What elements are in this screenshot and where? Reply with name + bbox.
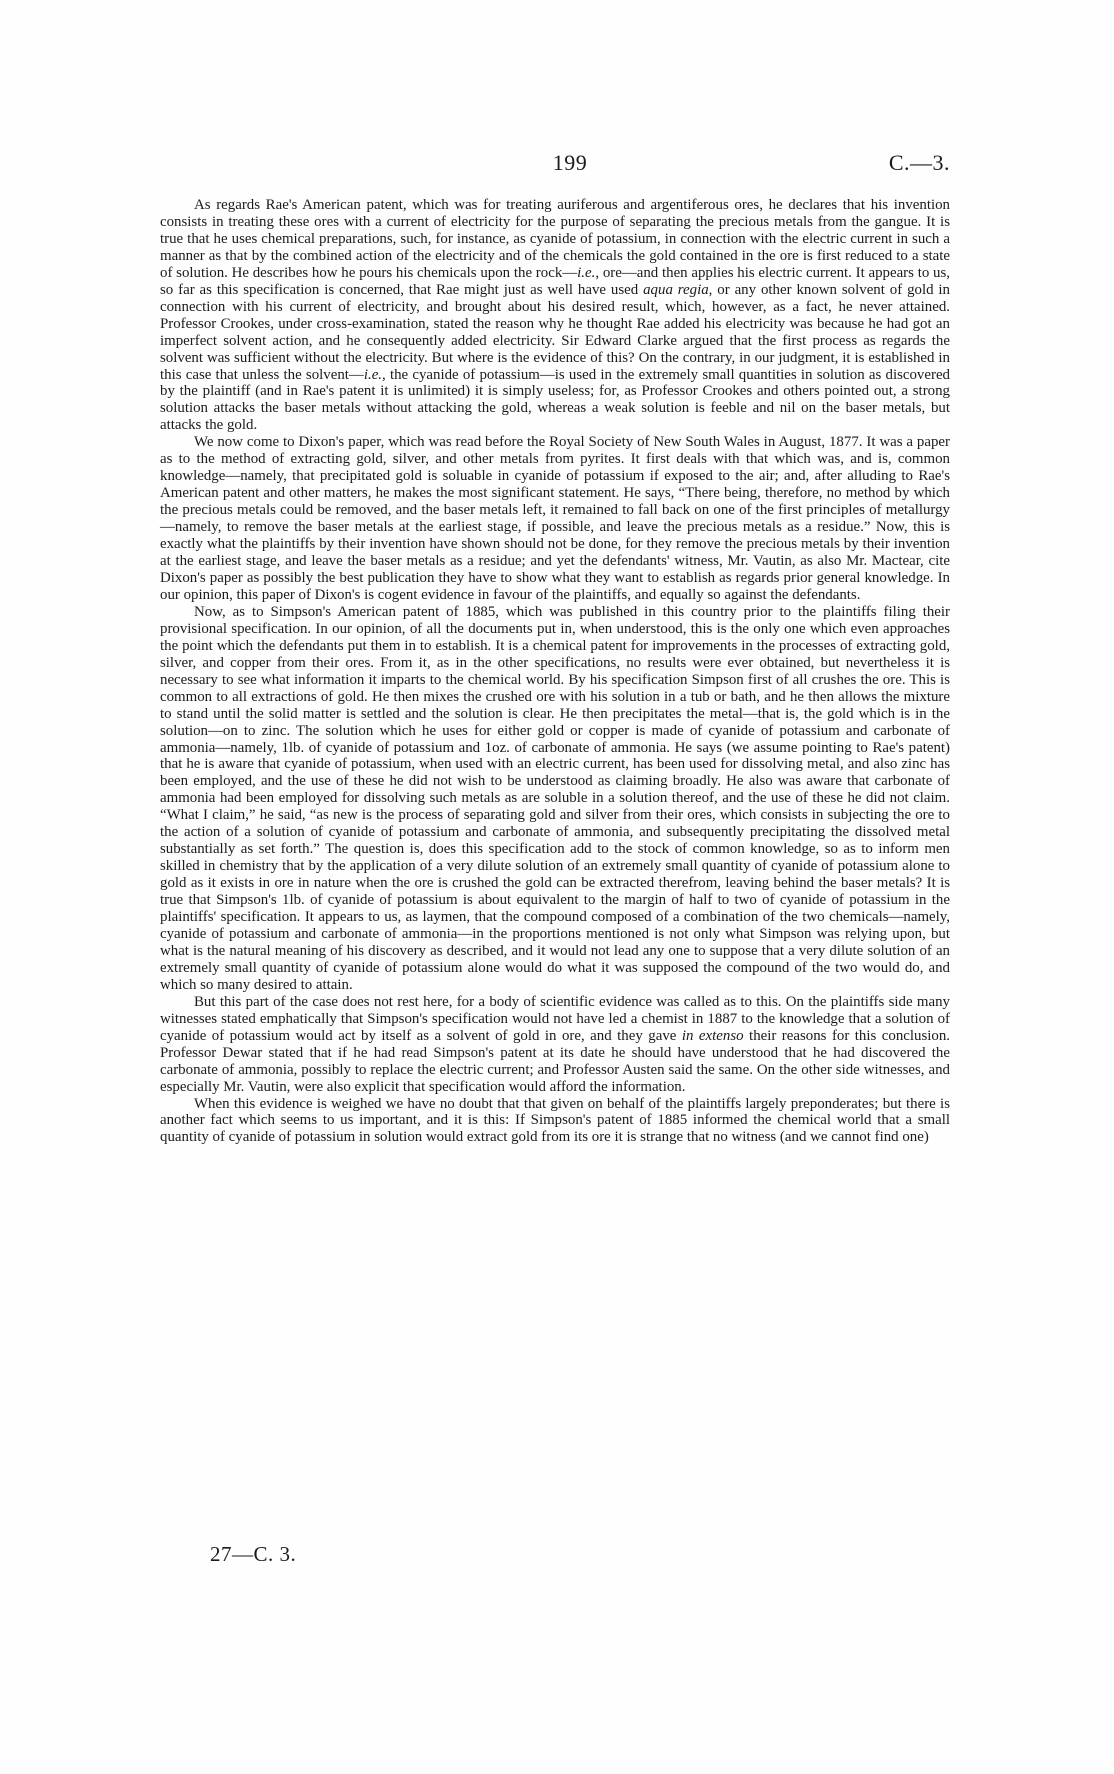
italic-term: i.e. — [363, 366, 383, 383]
paragraph — [160, 434, 950, 604]
paragraph-text: But this part of the case does not rest here, for a body of scientific evidence was called as to this. On the plaintiffs side many witnesses stated emphatically that Simpson's specification would not have led a chemist in 1887 to the knowledge that a solution of cyanide of potassium would act by itself as a solvent of gold in ore, and they gave — [160, 993, 950, 1044]
body-text — [160, 197, 950, 1146]
signature-mark: 27—C. 3. — [210, 1542, 297, 1566]
paragraph — [160, 1096, 950, 1147]
paragraph-text: , or any other known solvent of gold in connection with his current of electricity, and brought about his desired result, which, however, as a fact, he never attained. Professor Crookes, under cross-examination, stated the reason why he thought Rae added his electricity was because he had got an imperfect solvent action, and he consequently added electricity. Sir Edward Clarke argued that the first process as regards the solvent was sufficient without the electricity. But where is the evidence of this? On the contrary, in our judgment, it is established in this case that unless the solvent— — [160, 281, 951, 383]
paragraph-text: , ore—and then applies his electric current. It appears to us, so far as this specification is concerned, that Rae might just as well have used — [160, 264, 950, 298]
paragraph-text: As regards Rae's American patent, which was for treating auriferous and argentiferous ores, he declares that his invention consists in treating these ores with a current of electricity for the purpose of separating the precious metals from the gangue. It is true that he uses chemical preparations, such, for instance, as cyanide of potassium, in connection with the electric current in such a manner as that by the combined action of the electricity and of the chemicals the gold contained in the ore is first reduced to a state of solution. He describes how he pours his chemicals upon the rock— — [160, 197, 950, 281]
paragraph-text: , the cyanide of potassium—is used in the extremely small quantities in solution as discovered by the plaintiff (and in Rae's patent it is unlimited) it is simply useless; for, as Professor Crookes and others pointed out, a strong solution attacks the baser metals without attacking the gold, whereas a weak solution is feeble and nil on the baser metals, but attacks the gold. — [160, 366, 950, 434]
page-header — [190, 150, 950, 180]
page-number: 199 — [552, 150, 588, 175]
italic-term: aqua regia — [643, 281, 709, 298]
paragraph-text: their reasons for this conclusion. Professor Dewar stated that if he had read Simpson's patent at its date he should have understood that he had discovered the carbonate of ammonia, possibly to replace the electric current; and Professor Austen said the same. On the other side witnesses, and especially Mr. Vautin, were also explicit that specification would afford the information. — [160, 1027, 950, 1095]
paragraph — [160, 604, 950, 994]
italic-term: i.e. — [577, 264, 596, 281]
paragraph — [160, 994, 950, 1096]
paragraph — [160, 197, 950, 434]
paragraph-text: Now, as to Simpson's American patent of 1885, which was published in this country prior to the plaintiffs filing their provisional specification. In our opinion, of all the documents put in, when understood, this is the only one which even approaches the point which the defendants put them in to establish. It is a chemical patent for improvements in the processes of extracting gold, silver, and copper from their ores. From it, as in the other specifications, no results were ever obtained, but nevertheless it is necessary to see what information it imparts to the chemical world. By his specification Simpson first of all crushes the ore. This is common to all extractions of gold. He then mixes the crushed ore with his solution in a tub or bath, and he then allows the mixture to stand until the solid matter is settled and the solution is clear. He then precipitates the metal—that is, the gold which is in the solution—on to zinc. The solution which he uses for either gold or copper is made of cyanide of potassium and carbonate of ammonia—namely, 1lb. of cyanide of potassium and 1oz. of carbonate of ammonia. He says (we assume pointing to Rae's patent) that he is aware that cyanide of potassium, when used with an electric current, has been used for dissolving metal, and also zinc has been employed, and the use of these he did not wish to be understood as claiming broadly. He also was aware that carbonate of ammonia had been employed for dissolving such metals as are soluble in a solution thereof, and the use of these he did not claim. “What I claim,” he said, “as new is the process of separating gold and silver from their ores, which consists in subjecting the ore to the action of a solution of cyanide of potassium and carbonate of ammonia, and subsequently precipitating the dissolved metal substantially as set forth.” The question is, does this specification add to the stock of common knowledge, so as to inform men skilled in chemistry that by the application of a very dilute solution of an extremely small quantity of cyanide of potassium alone to gold as it exists in ore in nature when the ore is crushed the gold can be extracted therefrom, leaving behind the baser metals? It is true that Simpson's 1lb. of cyanide of potassium is about equivalent to the margin of half to two of cyanide of potassium in the plaintiffs' specification. It appears to us, as laymen, that the compound composed of a combination of the two chemicals—namely, cyanide of potassium and carbonate of ammonia—in the proportions mentioned is not only what Simpson was relying upon, but what is the natural meaning of his discovery as described, and it would not lead any one to suppose that a very dilute solution of an extremely small quantity of cyanide of potassium alone would do what it was supposed the compound of the two would do, and which so many desired to attain. — [160, 603, 950, 993]
italic-term: in extenso — [681, 1027, 744, 1044]
paragraph-text: When this evidence is weighed we have no doubt that that given on behalf of the plaintiffs largely preponderates; but there is another fact which seems to us important, and it is this: If Simpson's patent of 1885 informed the chemical world that a small quantity of cyanide of potassium in solution would extract gold from its ore it is strange that no witness (and we cannot find one) — [160, 1095, 950, 1146]
document-reference: C.—3. — [888, 150, 950, 175]
paragraph-text: We now come to Dixon's paper, which was read before the Royal Society of New South Wales in August, 1877. It was a paper as to the method of extracting gold, silver, and other metals from pyrites. It first deals with that which was, and is, common knowledge—namely, that precipitated gold is soluable in cyanide of potassium if exposed to the air; and, after alluding to Rae's American patent and other matters, he makes the most significant statement. He says, “There being, therefore, no method by which the precious metals could be removed, and the baser metals left, it remained to fall back on one of the first principles of metallurgy—namely, to remove the baser metals at the earliest stage, if possible, and leave the precious metals as a residue.” Now, this is exactly what the plaintiffs by their invention have shown should not be done, for they remove the precious metals by their invention at the earliest stage, and leave the baser metals as a residue; and yet the defendants' witness, Mr. Vautin, as also Mr. Mactear, cite Dixon's paper as possibly the best publication they have to show what they want to establish as regards prior general knowledge. In our opinion, this paper of Dixon's is cogent evidence in favour of the plaintiffs, and equally so against the defendants. — [160, 434, 950, 603]
